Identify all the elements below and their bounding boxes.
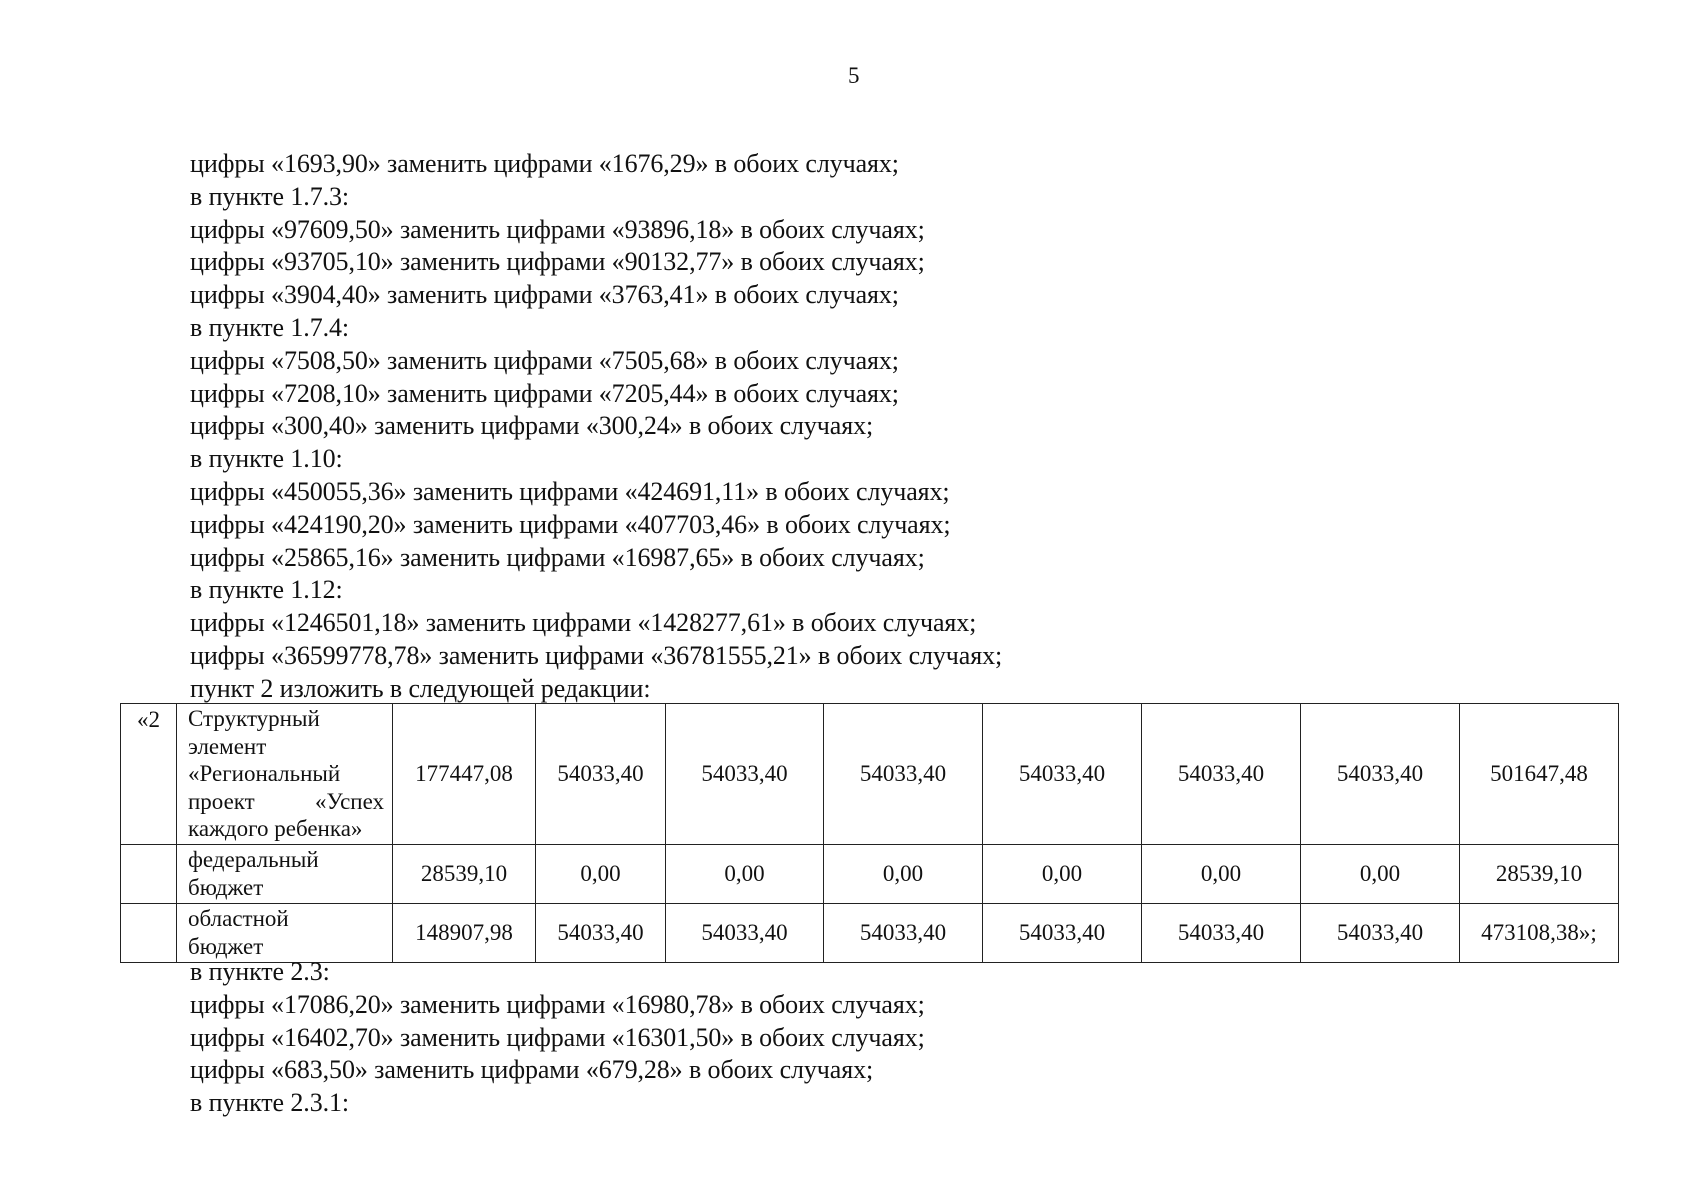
table-cell: 148907,98 [393,904,536,963]
row-name-line: Структурный [188,706,320,731]
amendment-text-top [190,148,1490,706]
table-row [121,904,1619,963]
text-line: цифры «3904,40» заменить цифрами «3763,41» в обоих случаях; [190,280,899,310]
row-mark [121,845,177,904]
table-cell: 0,00 [666,845,824,904]
table-cell: 0,00 [1301,845,1460,904]
row-name-line: «Региональный [188,761,341,786]
text-line: пункт 2 изложить в следующей редакции: [190,673,651,703]
table-cell: 54033,40 [1142,904,1301,963]
row-name-line: элемент [188,733,267,759]
text-line: цифры «7508,50» заменить цифрами «7505,68» в обоих случаях; [190,345,899,375]
table-cell: 0,00 [824,845,983,904]
text-line: цифры «300,40» заменить цифрами «300,24» в обоих случаях; [190,411,874,441]
table-cell: 54033,40 [1142,704,1301,845]
text-line: цифры «36599778,78» заменить цифрами «36781555,21» в обоих случаях; [190,640,1003,670]
table-cell: 28539,10 [393,845,536,904]
text-line: в пункте 1.12: [190,575,343,605]
table-cell: 0,00 [536,845,666,904]
table-cell: 501647,48 [1460,704,1619,845]
text-line: цифры «424190,20» заменить цифрами «407703,46» в обоих случаях; [190,509,951,539]
text-line: в пункте 1.7.3: [190,181,350,211]
text-line: в пункте 1.10: [190,444,343,474]
text-line: цифры «450055,36» заменить цифрами «424691,11» в обоих случаях; [190,476,950,506]
table-cell: 177447,08 [393,704,536,845]
table-cell: 0,00 [983,845,1142,904]
funding-table [120,703,1619,963]
row-name-line: бюджет [188,933,264,959]
row-name-word: «Успех [315,788,384,814]
row-name-cell [177,904,393,963]
text-line: цифры «16402,70» заменить цифрами «16301,50» в обоих случаях; [190,1022,925,1052]
table-cell: 54033,40 [1301,904,1460,963]
text-line: в пункте 1.7.4: [190,312,350,342]
row-mark: «2 [121,704,177,845]
row-mark [121,904,177,963]
table-row [121,845,1619,904]
table-cell: 54033,40 [983,904,1142,963]
row-name-cell [177,704,393,845]
table-cell: 0,00 [1142,845,1301,904]
text-line: в пункте 2.3.1: [190,1088,350,1118]
row-name-line: каждого ребенка» [188,816,363,841]
table-cell: 54033,40 [983,704,1142,845]
table-cell: 54033,40 [536,704,666,845]
table-cell: 54033,40 [824,704,983,845]
text-line: цифры «1246501,18» заменить цифрами «1428277,61» в обоих случаях; [190,608,977,638]
table-cell: 54033,40 [666,904,824,963]
amendment-text-bottom [190,956,1490,1120]
table-cell: 28539,10 [1460,845,1619,904]
row-name-word: проект [188,788,255,814]
row-name-line: федеральный [188,847,319,872]
table-cell: 54033,40 [666,704,824,845]
row-name-line [188,788,384,816]
text-line: цифры «17086,20» заменить цифрами «16980,78» в обоих случаях; [190,989,925,1019]
page-number: 5 [848,63,860,88]
text-line: цифры «1693,90» заменить цифрами «1676,29» в обоих случаях; [190,149,899,178]
row-name-line: бюджет [188,874,264,900]
text-line: цифры «93705,10» заменить цифрами «90132,77» в обоих случаях; [190,247,925,277]
table-cell: 54033,40 [1301,704,1460,845]
row-name-cell [177,845,393,904]
text-line: цифры «683,50» заменить цифрами «679,28» в обоих случаях; [190,1055,874,1085]
text-line: цифры «97609,50» заменить цифрами «93896,18» в обоих случаях; [190,214,925,244]
text-line: цифры «25865,16» заменить цифрами «16987,65» в обоих случаях; [190,542,925,572]
table-row [121,704,1619,845]
text-line: в пункте 2.3: [190,957,330,986]
table-cell: 473108,38»; [1460,904,1619,963]
table-cell: 54033,40 [824,904,983,963]
table-cell: 54033,40 [536,904,666,963]
text-line: цифры «7208,10» заменить цифрами «7205,44» в обоих случаях; [190,378,899,408]
row-name-line: областной [188,906,289,931]
